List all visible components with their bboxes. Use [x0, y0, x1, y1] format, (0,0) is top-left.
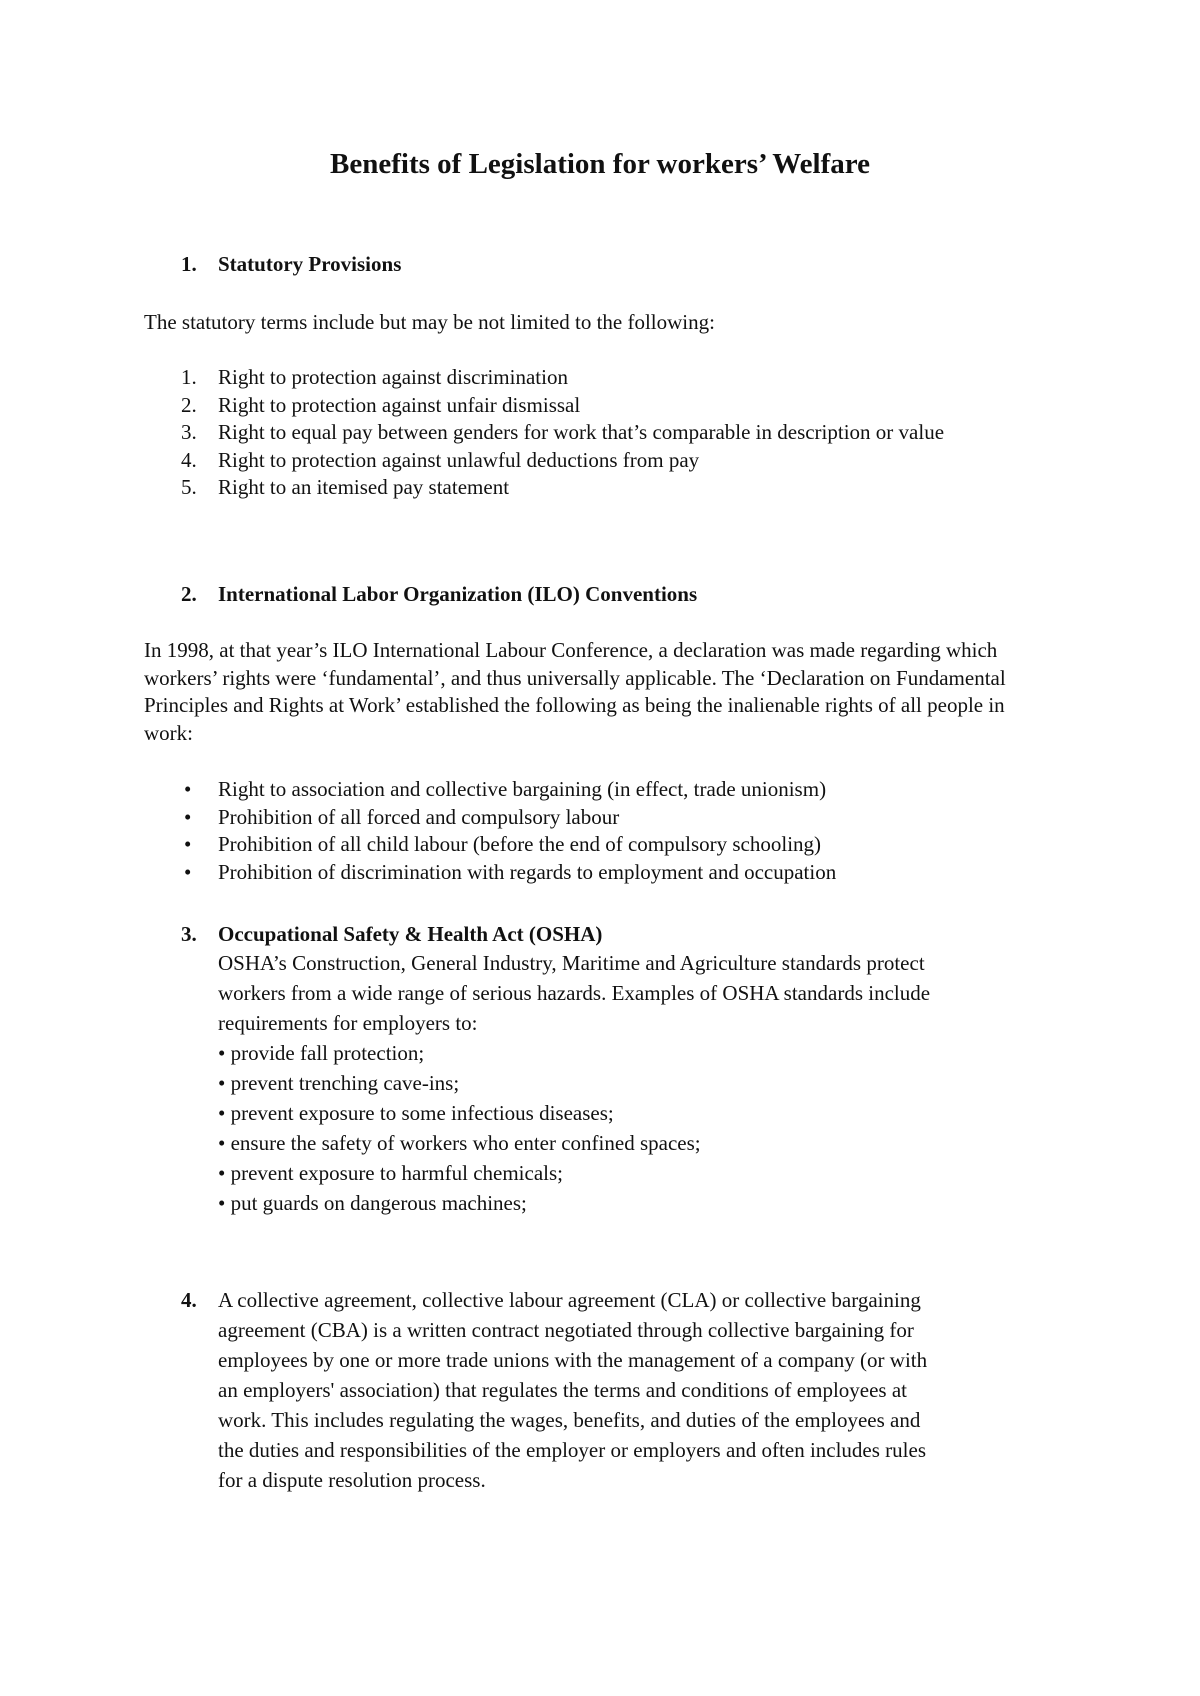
osha-bullet-item: • prevent exposure to harmful chemicals; — [218, 1161, 563, 1185]
paragraph-line: the duties and responsibilities of the employer or employers and often includes rules — [218, 1438, 926, 1462]
osha-bullet-item: • prevent trenching cave-ins; — [218, 1071, 460, 1095]
list-item-number: 2. — [181, 392, 197, 417]
osha-bullet-item: • prevent exposure to some infectious diseases; — [218, 1101, 614, 1125]
collective-agreement-paragraph — [218, 1285, 1058, 1495]
section-3-title: Occupational Safety & Health Act (OSHA) — [218, 922, 603, 946]
list-item — [144, 419, 1044, 447]
bullet-icon: • — [184, 859, 192, 884]
osha-line: workers from a wide range of serious hazards. Examples of OSHA standards include — [218, 981, 931, 1005]
list-item — [144, 474, 1044, 502]
list-item-text: Right to protection against discrimination — [218, 365, 568, 389]
section-2-title: International Labor Organization (ILO) Conventions — [218, 582, 698, 606]
paragraph-line: employees by one or more trade unions with the management of a company (or with — [218, 1348, 928, 1372]
list-item-text: Right to protection against unlawful deductions from pay — [218, 447, 700, 472]
list-item — [144, 364, 1044, 392]
paragraph-line: work. This includes regulating the wages, benefits, and duties of the employees and — [218, 1408, 921, 1432]
bullet-icon: • — [184, 804, 192, 829]
section-1-number: 1. — [181, 252, 197, 276]
paragraph-line: for a dispute resolution process. — [218, 1468, 486, 1492]
osha-bullet-item: • ensure the safety of workers who enter confined spaces; — [218, 1131, 701, 1155]
list-item-text: Prohibition of all child labour (before the end of compulsory schooling) — [218, 832, 822, 856]
section-1-intro: The statutory terms include but may be not limited to the following: — [144, 310, 715, 334]
bullet-icon: • — [184, 832, 192, 856]
osha-description — [218, 948, 1058, 1218]
list-item-number: 3. — [181, 420, 197, 444]
list-item-text: Prohibition of discrimination with regards to employment and occupation — [218, 859, 837, 884]
list-item — [144, 859, 1044, 887]
list-item — [144, 776, 1044, 804]
osha-line: OSHA’s Construction, General Industry, Maritime and Agriculture standards protect — [218, 951, 925, 975]
list-item-text: Right to equal pay between genders for work that’s comparable in description or value — [218, 420, 945, 444]
list-item — [144, 831, 1044, 859]
statutory-rights-list — [144, 364, 1044, 502]
section-4-number: 4. — [181, 1288, 197, 1312]
paragraph-line: an employers' association) that regulates the terms and conditions of employees at — [218, 1378, 908, 1402]
list-item-text: Prohibition of all forced and compulsory labour — [218, 804, 620, 829]
list-item — [144, 447, 1044, 475]
bullet-icon: • — [184, 777, 192, 801]
list-item-text: Right to an itemised pay statement — [218, 475, 510, 499]
document-title: Benefits of Legislation for workers’ Welfare — [330, 148, 870, 180]
section-2-intro: In 1998, at that year’s ILO International Labour Conference, a declaration was made regarding which workers’ rights were ‘fundamental’, and thus universally applicable. The ‘Declaration on Fundamental Principles and Rights at Work’ established the following as being the inalienable rights of all people in work: — [144, 638, 1006, 745]
section-2-number: 2. — [181, 582, 197, 606]
list-item — [144, 804, 1044, 832]
list-item-text: Right to association and collective bargaining (in effect, trade unionism) — [218, 777, 827, 801]
list-item-number: 5. — [181, 475, 197, 499]
osha-bullet-item: • provide fall protection; — [218, 1041, 425, 1065]
list-item — [144, 392, 1044, 420]
section-1-title: Statutory Provisions — [218, 252, 402, 276]
paragraph-line: agreement (CBA) is a written contract negotiated through collective bargaining for — [218, 1318, 914, 1342]
paragraph-line: A collective agreement, collective labour agreement (CLA) or collective bargaining — [218, 1288, 921, 1312]
list-item-number: 4. — [181, 447, 197, 472]
osha-bullet-item: • put guards on dangerous machines; — [218, 1191, 527, 1215]
ilo-rights-list — [144, 776, 1044, 886]
list-item-text: Right to protection against unfair dismissal — [218, 392, 581, 417]
list-item-number: 1. — [181, 365, 197, 389]
osha-line: requirements for employers to: — [218, 1011, 478, 1035]
section-3-number: 3. — [181, 922, 197, 946]
